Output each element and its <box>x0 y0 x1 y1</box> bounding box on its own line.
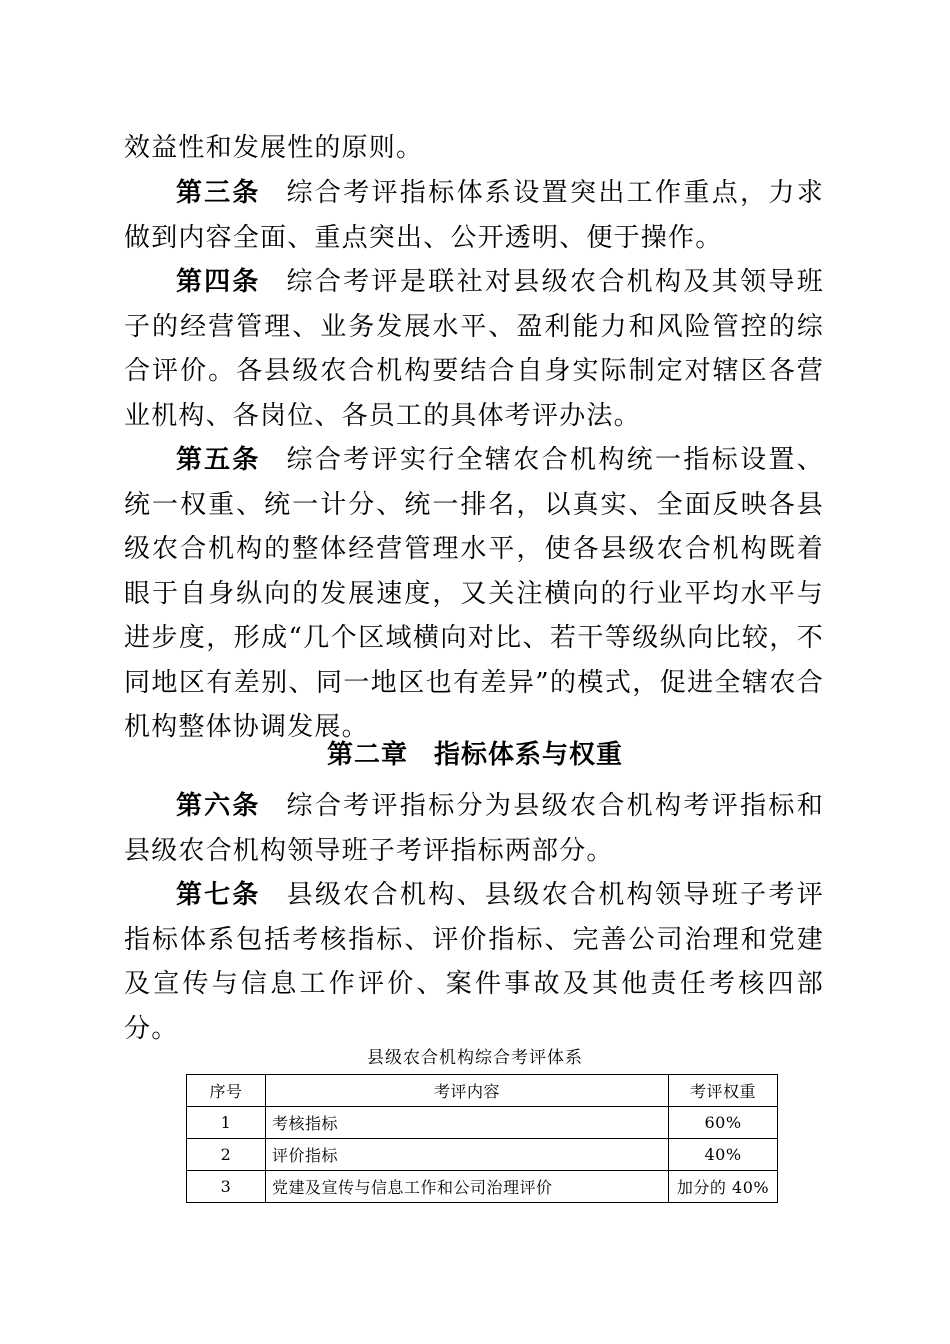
table-caption: 县级农合机构综合考评体系 <box>367 1048 583 1068</box>
article-6 <box>124 784 824 873</box>
article-text: 综合考评指标体系设置突出工作重点，力求做到内容全面、重点突出、公开透明、便于操作。 <box>124 178 824 253</box>
chapter-heading <box>0 734 950 771</box>
table-cell: 3 <box>187 1171 266 1203</box>
table-cell: 2 <box>187 1139 266 1171</box>
chapter-number: 第二章 <box>326 740 408 770</box>
article-number: 第七条 <box>176 880 261 910</box>
header-cell: 序号 <box>187 1075 266 1107</box>
table-cell: 60% <box>669 1107 778 1139</box>
article-text: 县级农合机构、县级农合机构领导班子考评指标体系包括考核指标、评价指标、完善公司治理和党建及宣传与信息工作评价、案件事故及其他责任考核四部分。 <box>124 880 824 1044</box>
article-text: 综合考评实行全辖农合机构统一指标设置、统一权重、统一计分、统一排名，以真实、全面反映各县级农合机构的整体经营管理水平，使各县级农合机构既着眼于自身纵向的发展速度，又关注横向的行业平均水平与进步度，形成“几个区域横向对比、若干等级纵向比较，不同地区有差别、同一地区也有差异”的模式，促进全辖农合机构整体协调发展。 <box>124 445 824 742</box>
table-row <box>187 1171 778 1203</box>
table-cell: 40% <box>669 1139 778 1171</box>
table-header-row <box>187 1075 778 1107</box>
article-number: 第五条 <box>176 445 261 475</box>
table-cell: 1 <box>187 1107 266 1139</box>
table-row <box>187 1107 778 1139</box>
article-3 <box>124 171 824 260</box>
table-cell: 党建及宣传与信息工作和公司治理评价 <box>266 1171 669 1203</box>
table-row <box>187 1139 778 1171</box>
article-number: 第三条 <box>176 178 261 208</box>
table-cell: 加分的 40% <box>669 1171 778 1203</box>
article-7 <box>124 873 824 1051</box>
article-text: 综合考评是联社对县级农合机构及其领导班子的经营管理、业务发展水平、盈利能力和风险管控的综合评价。各县级农合机构要结合自身实际制定对辖区各营业机构、各岗位、各员工的具体考评办法。 <box>124 267 824 431</box>
article-5 <box>124 438 824 750</box>
article-number: 第四条 <box>176 267 261 297</box>
article-text: 综合考评指标分为县级农合机构考评指标和县级农合机构领导班子考评指标两部分。 <box>124 791 824 866</box>
header-cell: 考评权重 <box>669 1075 778 1107</box>
evaluation-table <box>186 1074 778 1203</box>
header-cell: 考评内容 <box>266 1075 669 1107</box>
paragraph-continuation: 效益性和发展性的原则。 <box>124 133 424 163</box>
article-number: 第六条 <box>176 791 261 821</box>
table-cell: 考核指标 <box>266 1107 669 1139</box>
chapter-title: 指标体系与权重 <box>434 740 624 770</box>
article-4 <box>124 260 824 438</box>
table-cell: 评价指标 <box>266 1139 669 1171</box>
